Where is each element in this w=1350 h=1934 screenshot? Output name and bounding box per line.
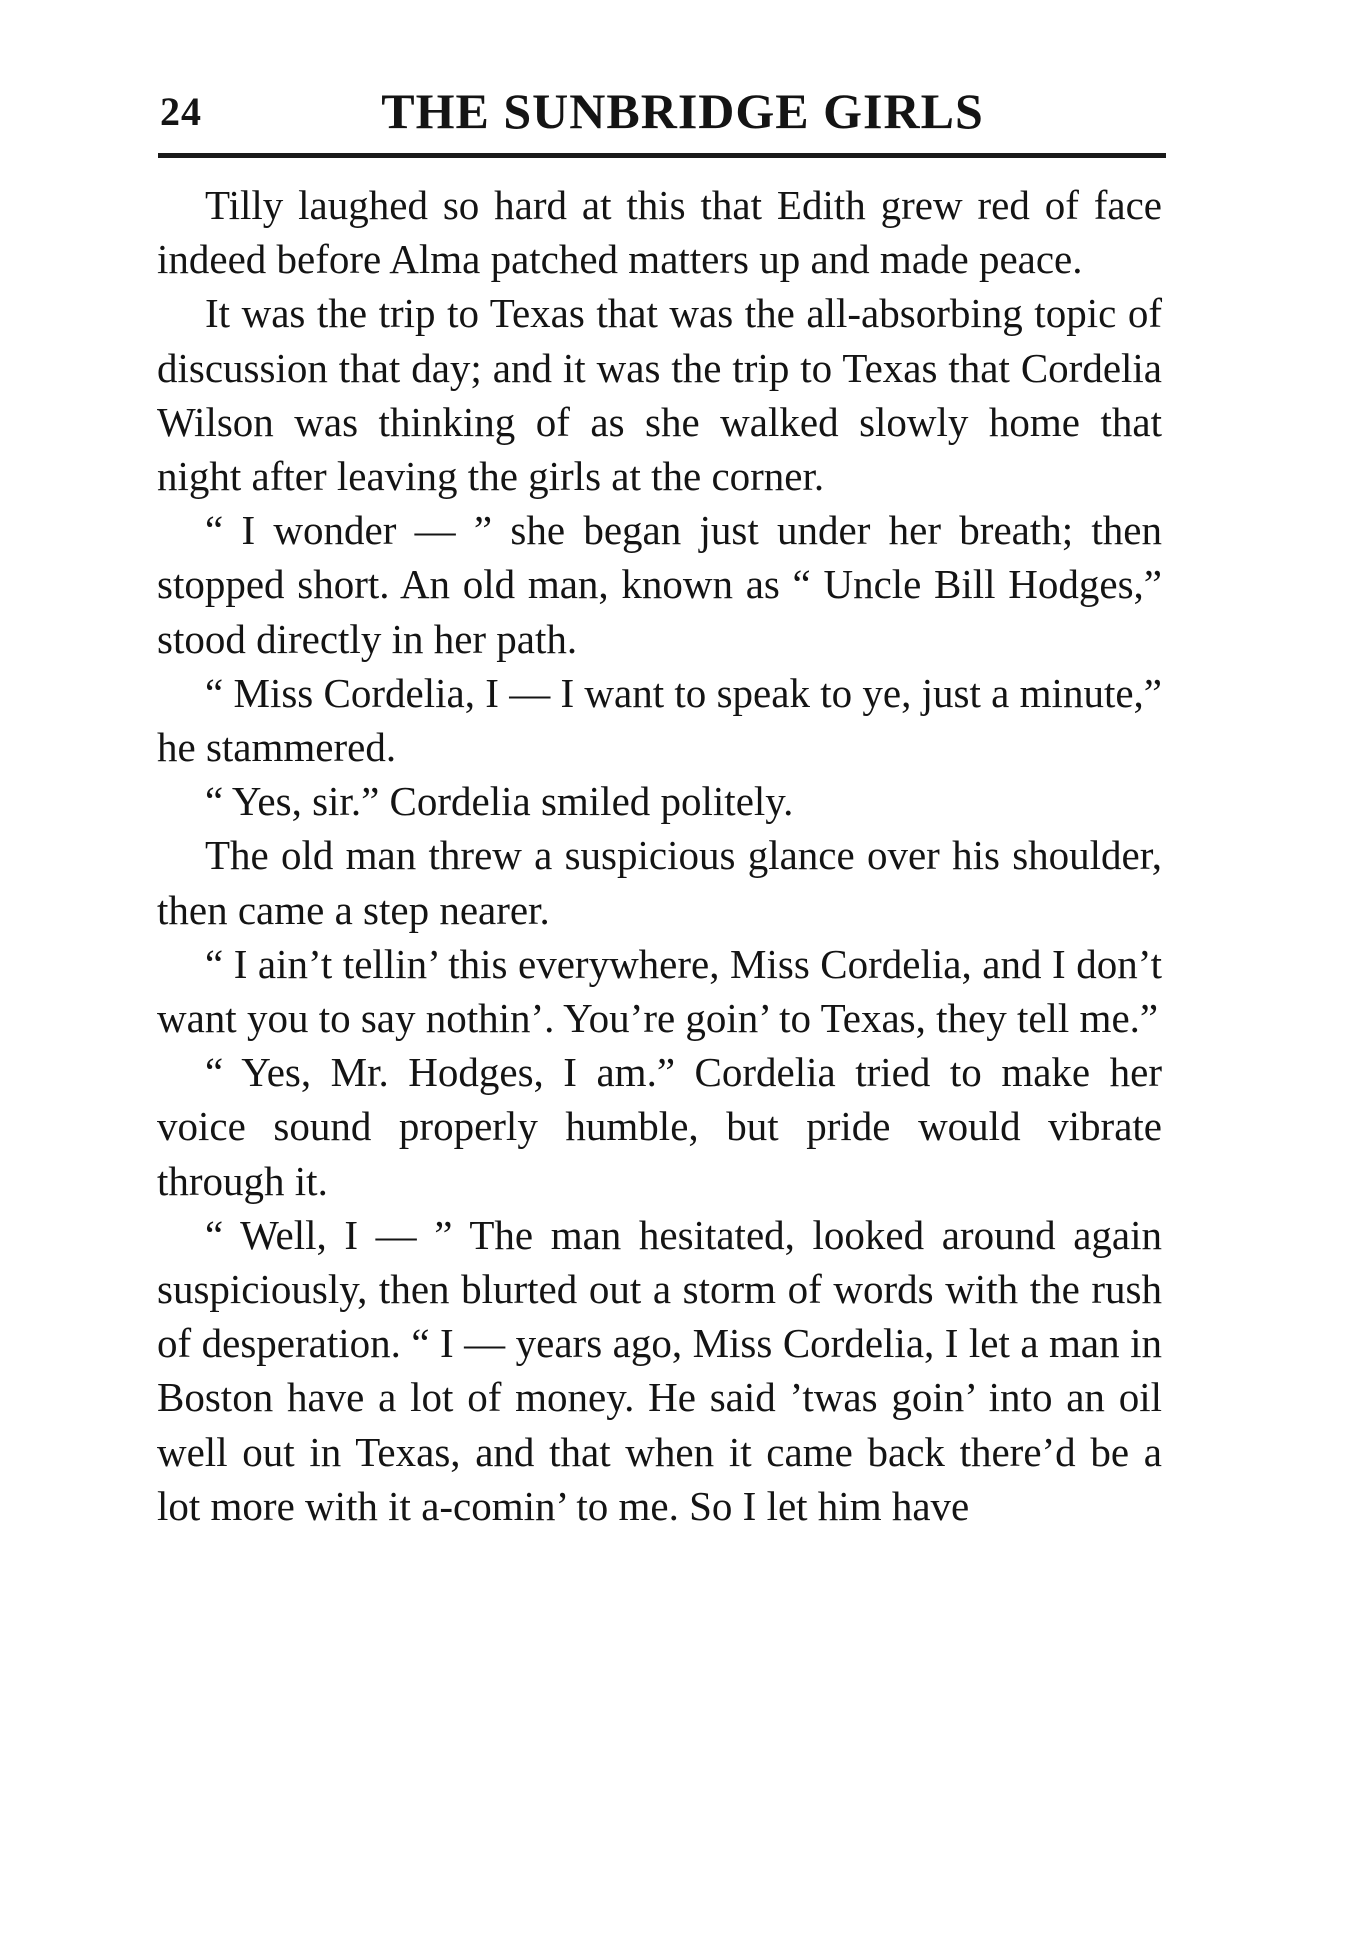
body-text <box>157 178 1162 1533</box>
page-header <box>160 82 1165 142</box>
paragraph: “ I ain’t tellin’ this everywhere, Miss Cordelia, and I don’t want you to say nothin’. You’re goin’ to Texas, they tell me.” <box>157 940 1162 1042</box>
paragraph: “ Miss Cordelia, I — I want to speak to ye, just a minute,” he stammered. <box>157 669 1162 771</box>
paragraph: The old man threw a suspicious glance over his shoulder, then came a step nearer. <box>157 832 1162 933</box>
paragraph: “ Yes, sir.” Cordelia smiled politely. <box>205 778 794 825</box>
paragraph: Tilly laughed so hard at this that Edith grew red of face indeed before Alma patched matters up and made peace. <box>157 182 1162 283</box>
header-rule <box>158 153 1166 158</box>
paragraph: “ Well, I — ” The man hesitated, looked around again suspiciously, then blurted out a storm of words with the rush of desperation. “ I — years ago, Miss Cordelia, I let a man in Boston have a lot of money. He said ’twas goin’ into an oil well out in Texas, and that when it came back there’d be a lot more with it a-comin’ to me. So I let him have <box>157 1211 1162 1529</box>
running-head: THE SUNBRIDGE GIRLS <box>381 83 984 139</box>
paragraph: “ Yes, Mr. Hodges, I am.” Cordelia tried to make her voice sound properly humble, but pride would vibrate through it. <box>157 1049 1162 1204</box>
paragraph: It was the trip to Texas that was the all-absorbing topic of discussion that day; and it was the trip to Texas that Cordelia Wilson was thinking of as she walked slowly home that night after leaving the girls at the corner. <box>157 290 1162 500</box>
paragraph: “ I wonder — ” she began just under her breath; then stopped short. An old man, known as “ Uncle Bill Hodges,” stood directly in her path. <box>157 507 1162 662</box>
page-number: 24 <box>160 89 202 134</box>
